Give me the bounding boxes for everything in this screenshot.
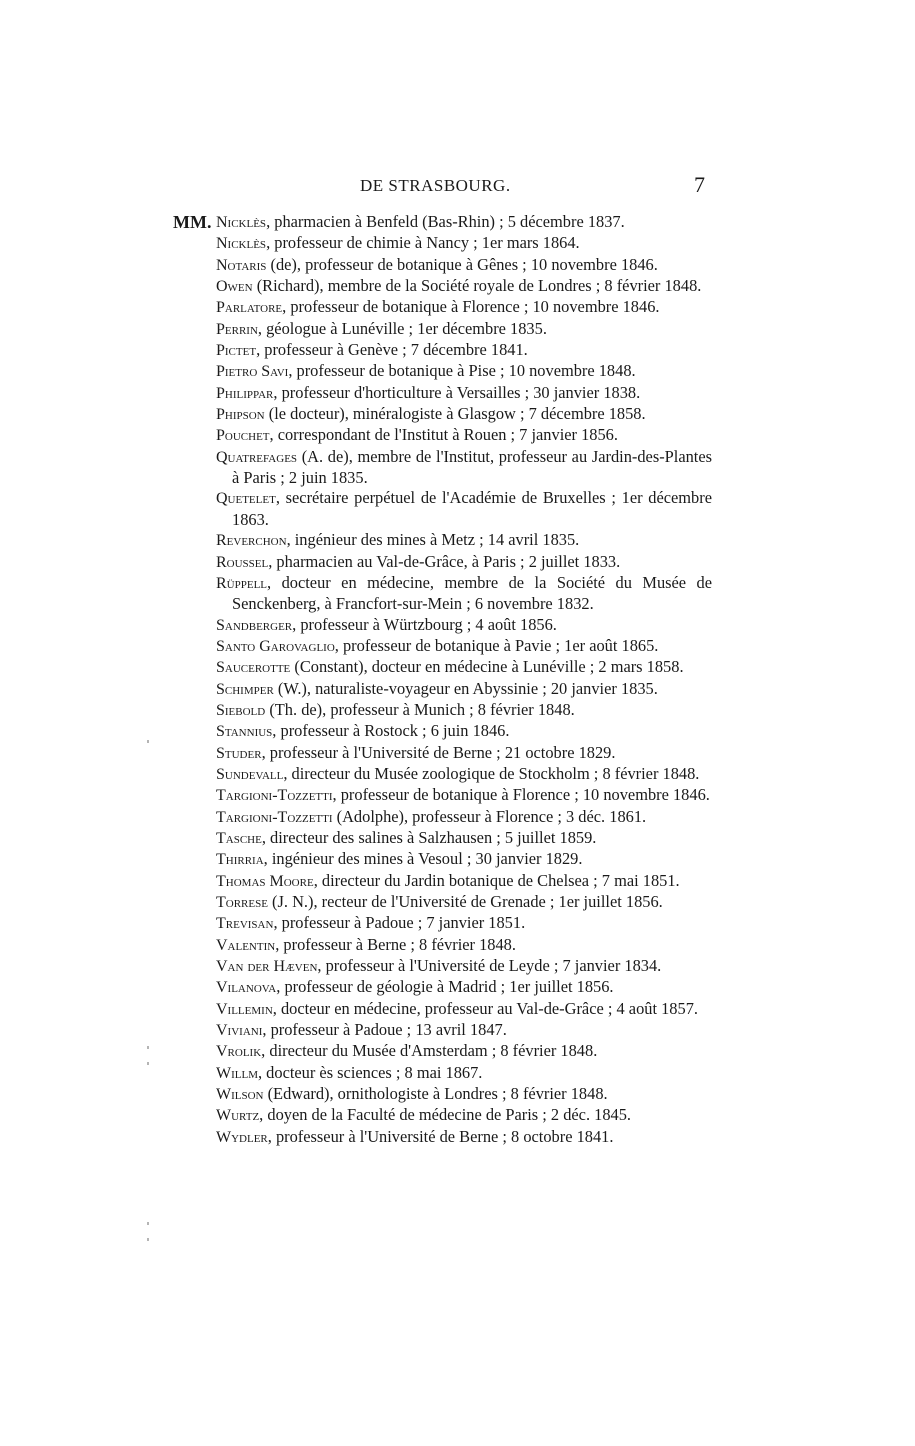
member-name: Valentin xyxy=(216,936,276,954)
member-name: Van der Hæven xyxy=(216,958,318,976)
list-item xyxy=(216,552,712,573)
list-item xyxy=(216,1127,712,1148)
list-item xyxy=(216,785,712,806)
list-item xyxy=(216,721,712,742)
list-item xyxy=(216,743,712,764)
member-name: Wydler xyxy=(216,1128,268,1146)
member-details: (de), professeur de botanique à Gênes ; 10 novembre 1846. xyxy=(266,254,658,274)
member-name: Sandberger xyxy=(216,616,293,634)
member-name: Pouchet xyxy=(216,427,270,445)
member-details: (Constant), docteur en médecine à Lunéville ; 2 mars 1858. xyxy=(290,657,684,677)
list-item xyxy=(216,657,712,678)
member-name: Rüppell xyxy=(216,574,268,592)
list-item xyxy=(216,255,712,276)
list-item xyxy=(216,319,712,340)
member-name: Studer xyxy=(216,744,262,762)
list-item xyxy=(216,849,712,870)
member-details: , professeur à l'Université de Berne ; 21 octobre 1829. xyxy=(261,742,616,762)
member-name: Targioni-Tozzetti xyxy=(216,808,333,826)
member-name: Nicklès xyxy=(216,214,267,231)
member-name: Villemin xyxy=(216,1000,273,1018)
member-name: Pictet xyxy=(216,342,257,360)
member-name: Nicklès xyxy=(216,235,267,253)
member-details: (le docteur), minéralogiste à Glasgow ; 7 décembre 1858. xyxy=(264,404,646,424)
member-details: , géologue à Lunéville ; 1er décembre 1835. xyxy=(257,318,547,338)
member-name: Notaris xyxy=(216,256,267,274)
page-number: 7 xyxy=(694,172,705,197)
list-item xyxy=(216,935,712,956)
member-details: , professeur à Rostock ; 6 juin 1846. xyxy=(272,721,510,741)
member-details: , professeur de géologie à Madrid ; 1er juillet 1856. xyxy=(276,977,614,997)
member-details: (Adolphe), professeur à Florence ; 3 déc. 1861. xyxy=(332,806,647,826)
member-details: , directeur des salines à Salzhausen ; 5 juillet 1859. xyxy=(261,827,597,847)
list-item xyxy=(216,807,712,828)
member-name: Parlatore xyxy=(216,299,283,317)
member-details: , ingénieur des mines à Vesoul ; 30 janvier 1829. xyxy=(263,849,583,869)
member-details: , ingénieur des mines à Metz ; 14 avril 1835. xyxy=(286,530,580,550)
list-item xyxy=(216,999,712,1020)
member-details: , docteur en médecine, professeur au Val-de-Grâce ; 4 août 1857. xyxy=(272,998,698,1018)
list-item xyxy=(216,636,712,657)
member-name: Wurtz xyxy=(216,1107,260,1125)
list-prefix: MM. xyxy=(173,212,212,232)
member-details: , professeur de botanique à Florence ; 10 novembre 1846. xyxy=(282,297,660,317)
list-item xyxy=(216,425,712,446)
member-details: , professeur à l'Université de Leyde ; 7 janvier 1834. xyxy=(317,956,662,976)
member-name: Targioni-Tozzetti xyxy=(216,787,333,805)
list-item xyxy=(216,233,712,254)
list-item xyxy=(216,977,712,998)
member-name: Pietro Savi xyxy=(216,363,289,381)
member-details: , professeur à Genève ; 7 décembre 1841. xyxy=(256,340,528,360)
member-name: Schimper xyxy=(216,680,274,698)
member-details: , professeur à Berne ; 8 février 1848. xyxy=(275,934,516,954)
member-details: (Richard), membre de la Société royale de Londres ; 8 février 1848. xyxy=(252,276,702,296)
scan-speck xyxy=(147,1238,149,1241)
member-details: , professeur de chimie à Nancy ; 1er mars 1864. xyxy=(266,233,580,253)
member-details: , directeur du Musée zoologique de Stockholm ; 8 février 1848. xyxy=(283,763,700,783)
list-item xyxy=(216,1020,712,1041)
list-item xyxy=(216,276,712,297)
member-name: Quatrefages xyxy=(216,448,298,466)
list-item xyxy=(216,913,712,934)
list-item xyxy=(216,700,712,721)
member-details: , professeur de botanique à Pavie ; 1er août 1865. xyxy=(334,635,659,655)
list-item xyxy=(216,1041,712,1062)
member-details: , docteur ès sciences ; 8 mai 1867. xyxy=(257,1062,483,1082)
member-details: (J. N.), recteur de l'Université de Grenade ; 1er juillet 1856. xyxy=(267,892,663,911)
member-name: Reverchon xyxy=(216,532,287,550)
member-details: , doyen de la Faculté de médecine de Paris ; 2 déc. 1845. xyxy=(259,1105,632,1125)
member-details: (A. de), membre de l'Institut, professeur au Jardin-des-Plantes à Paris ; 2 juin 1835. xyxy=(232,446,712,488)
member-name: Perrin xyxy=(216,320,258,338)
member-name: Phipson xyxy=(216,406,265,424)
member-details: , professeur de botanique à Florence ; 10 novembre 1846. xyxy=(332,785,710,805)
member-details: , docteur en médecine, membre de la Société du Musée de Senckenberg, à Francfort-sur-Mein ; 6 novembre 1832. xyxy=(232,572,712,614)
member-name: Saucerotte xyxy=(216,659,291,677)
member-details: (W.), naturaliste-voyageur en Abyssinie ; 20 janvier 1835. xyxy=(273,678,658,698)
member-name: Quetelet xyxy=(216,490,276,508)
member-details: , professeur à Padoue ; 7 janvier 1851. xyxy=(273,913,526,933)
member-details: , secrétaire perpétuel de l'Académie de Bruxelles ; 1er décembre 1863. xyxy=(232,488,712,529)
scan-speck xyxy=(147,740,149,743)
member-details: , pharmacien à Benfeld (Bas-Rhin) ; 5 décembre 1837. xyxy=(266,212,625,231)
list-item xyxy=(216,530,712,551)
member-name: Siebold xyxy=(216,701,266,719)
list-item xyxy=(216,892,712,913)
member-details: , professeur à l'Université de Berne ; 8 octobre 1841. xyxy=(267,1126,614,1146)
member-name: Thomas Moore xyxy=(216,872,314,890)
member-name: Willm xyxy=(216,1064,258,1082)
member-details: , correspondant de l'Institut à Rouen ; 7 janvier 1856. xyxy=(269,425,618,445)
member-details: (Th. de), professeur à Munich ; 8 février 1848. xyxy=(265,699,575,719)
running-head: DE STRASBOURG. xyxy=(360,176,511,195)
member-name: Thirria xyxy=(216,851,264,869)
list-item xyxy=(216,764,712,785)
scan-speck xyxy=(147,1046,149,1049)
member-details: , pharmacien au Val-de-Grâce, à Paris ; 2 juillet 1833. xyxy=(268,551,621,571)
list-item xyxy=(216,340,712,361)
list-item xyxy=(216,488,712,530)
member-name: Stannius xyxy=(216,723,273,741)
member-name: Trevisan xyxy=(216,915,274,933)
member-name: Owen xyxy=(216,278,253,296)
member-list xyxy=(216,212,712,1148)
scan-speck xyxy=(147,1222,149,1225)
member-name: Santo Garovaglio xyxy=(216,637,335,655)
list-item xyxy=(216,679,712,700)
list-item xyxy=(216,383,712,404)
list-item xyxy=(216,871,712,892)
member-details: , professeur d'horticulture à Versailles ; 30 janvier 1838. xyxy=(273,382,641,402)
list-item xyxy=(216,297,712,318)
member-details: , directeur du Musée d'Amsterdam ; 8 février 1848. xyxy=(261,1041,598,1061)
member-name: Vilanova xyxy=(216,979,277,997)
member-details: , directeur du Jardin botanique de Chelsea ; 7 mai 1851. xyxy=(313,870,680,890)
member-name: Vrolik xyxy=(216,1043,262,1061)
member-name: Philippar xyxy=(216,384,274,402)
list-item xyxy=(216,404,712,425)
list-item xyxy=(216,1084,712,1105)
member-details: , professeur à Padoue ; 13 avril 1847. xyxy=(262,1020,507,1040)
list-item xyxy=(216,615,712,636)
member-details: (Edward), ornithologiste à Londres ; 8 février 1848. xyxy=(263,1084,608,1104)
member-details: , professeur de botanique à Pise ; 10 novembre 1848. xyxy=(288,361,636,381)
list-item xyxy=(216,573,712,615)
list-item xyxy=(216,361,712,382)
list-item xyxy=(216,1063,712,1084)
list-item xyxy=(216,956,712,977)
list-item xyxy=(216,212,712,233)
member-name: Torrese xyxy=(216,894,268,911)
scan-speck xyxy=(147,1062,149,1065)
member-name: Wilson xyxy=(216,1086,264,1104)
member-name: Roussel xyxy=(216,553,269,571)
list-item xyxy=(216,828,712,849)
member-name: Tasche xyxy=(216,829,262,847)
member-name: Sundevall xyxy=(216,765,284,783)
member-details: , professeur à Würtzbourg ; 4 août 1856. xyxy=(292,614,557,634)
list-item xyxy=(216,1105,712,1126)
list-item xyxy=(216,447,712,489)
member-name: Viviani xyxy=(216,1022,263,1040)
